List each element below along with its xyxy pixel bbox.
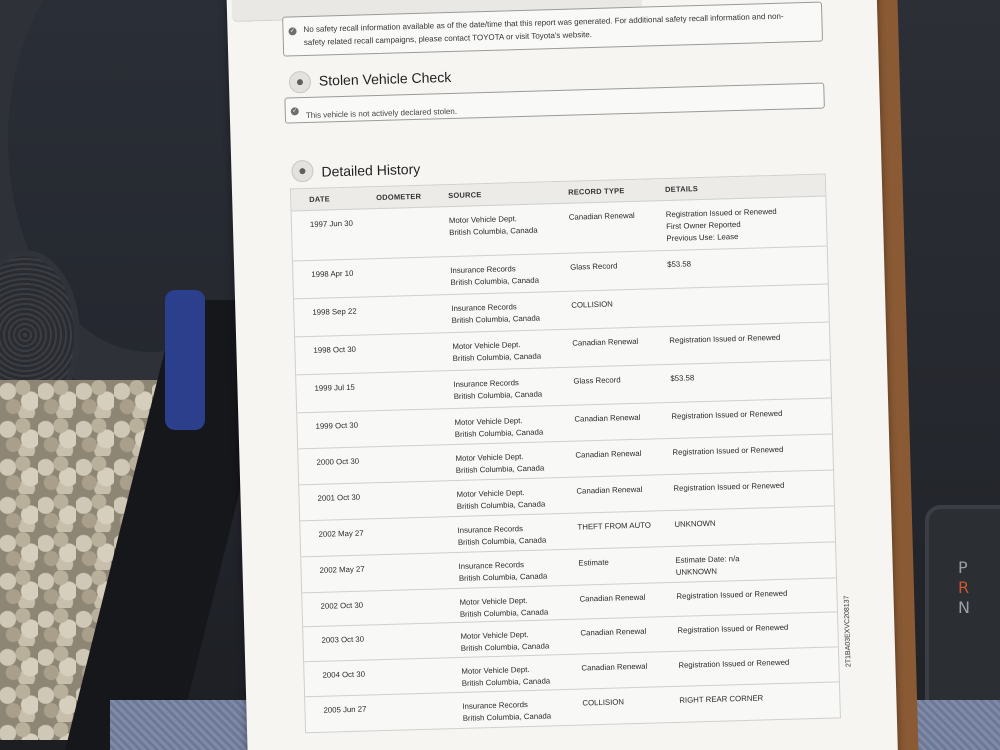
- cell-odometer: [383, 445, 456, 482]
- cell-record-type: COLLISION: [571, 299, 614, 310]
- cell-record-type: Glass Record: [573, 375, 621, 386]
- cell-source: Insurance Records British Columbia, Canada: [450, 264, 540, 288]
- cell-date: 2001 Oct 30: [317, 492, 361, 503]
- cell-odometer: [384, 481, 457, 518]
- history-table-body: [292, 197, 840, 734]
- cell-odometer: [386, 553, 459, 590]
- cell-record-type: Canadian Renewal: [568, 210, 635, 222]
- check-circle-icon: ✓: [292, 108, 298, 115]
- cell-details: [668, 285, 829, 326]
- cell-record-type: COLLISION: [582, 697, 625, 708]
- cell-date: 2003 Oct 30: [321, 634, 365, 645]
- header-record-type: RECORD TYPE: [568, 186, 625, 197]
- cell-date: 2002 Oct 30: [320, 600, 364, 611]
- cell-odometer: [379, 295, 452, 334]
- header-source: SOURCE: [448, 190, 482, 201]
- cell-source: Insurance Records British Columbia, Canada: [462, 700, 552, 723]
- stolen-status-box: [284, 83, 825, 124]
- cell-source: Insurance Records British Columbia, Canada: [453, 378, 543, 402]
- cell-odometer: [390, 693, 463, 730]
- cell-details: $53.58: [670, 373, 695, 383]
- cell-odometer: [377, 207, 450, 258]
- cell-date: 1998 Sep 22: [312, 306, 357, 317]
- gear-p: P: [958, 558, 968, 577]
- cell-date: 1999 Oct 30: [315, 420, 359, 431]
- vin-number: 2T1BA03EXVC208137: [843, 595, 853, 668]
- header-odometer: ODOMETER: [376, 191, 422, 203]
- cell-source: Motor Vehicle Dept. British Columbia, Canada: [456, 488, 546, 511]
- cell-odometer: [381, 371, 454, 410]
- alert-bell-icon: [289, 71, 312, 94]
- gear-indicator: [958, 558, 988, 618]
- cell-record-type: Canadian Renewal: [580, 626, 647, 638]
- history-table: [290, 174, 841, 734]
- header-details: DETAILS: [664, 184, 699, 195]
- cell-odometer: [388, 623, 461, 659]
- cell-details: Registration Issued or Renewed: [677, 622, 789, 635]
- cell-date: 2004 Oct 30: [322, 669, 366, 680]
- cell-source: Motor Vehicle Dept. British Columbia, Canada: [452, 340, 542, 364]
- cell-odometer: [385, 517, 458, 554]
- cell-odometer: [380, 333, 453, 372]
- detailed-history-title: Detailed History: [321, 160, 421, 180]
- cell-date: 2000 Oct 30: [316, 456, 360, 467]
- cell-details: Registration Issued or Renewed: [673, 480, 785, 493]
- history-disc-icon: [291, 160, 314, 183]
- recall-notice-text: No safety recall information available as of the date/time that this report was generated. For additional safety recall information and non- safety related recall campaigns, please contact TOYOTA or visit Toyota's website.: [303, 11, 784, 48]
- cell-record-type: Canadian Renewal: [575, 448, 642, 460]
- cell-details: Registration Issued or Renewed: [678, 657, 790, 670]
- cell-details: RIGHT REAR CORNER: [679, 693, 764, 705]
- cell-date: 2005 Jun 27: [323, 704, 367, 715]
- cell-record-type: THEFT FROM AUTO: [577, 520, 651, 532]
- stolen-check-title: Stolen Vehicle Check: [318, 68, 452, 89]
- gear-n: N: [958, 598, 970, 617]
- cell-details: Registration Issued or Renewed: [671, 408, 783, 421]
- check-circle-icon: ✓: [289, 28, 296, 35]
- cell-details: UNKNOWN: [674, 518, 716, 529]
- stolen-status-text: This vehicle is not actively declared stolen.: [305, 106, 458, 121]
- cell-details: Registration Issued or Renewed: [676, 588, 788, 601]
- cell-source: Motor Vehicle Dept. British Columbia, Canada: [460, 630, 550, 653]
- cell-record-type: Canadian Renewal: [572, 336, 639, 348]
- cell-details: Registration Issued or Renewed: [669, 332, 781, 345]
- cell-source: Motor Vehicle Dept. British Columbia, Canada: [454, 416, 544, 439]
- cell-date: 2002 May 27: [319, 564, 365, 575]
- cell-source: Motor Vehicle Dept. British Columbia, Canada: [461, 664, 551, 688]
- cell-date: 2002 May 27: [318, 528, 364, 539]
- cell-details: Registration Issued or Renewed: [672, 444, 784, 457]
- cell-date: 1999 Jul 15: [314, 382, 355, 393]
- cell-odometer: [382, 409, 455, 446]
- cell-odometer: [378, 257, 451, 296]
- cell-source: Insurance Records British Columbia, Canada: [451, 302, 541, 326]
- cell-record-type: Estimate: [578, 557, 609, 568]
- cell-source: Motor Vehicle Dept. British Columbia, Canada: [448, 214, 538, 238]
- cell-record-type: Canadian Renewal: [579, 592, 646, 604]
- cell-record-type: Canadian Renewal: [574, 412, 641, 424]
- cell-date: 1998 Apr 10: [311, 268, 354, 279]
- cell-record-type: Canadian Renewal: [576, 484, 643, 496]
- cell-record-type: Glass Record: [570, 261, 618, 272]
- cell-date: 1998 Oct 30: [313, 344, 357, 355]
- cell-date: 1997 Jun 30: [309, 218, 353, 229]
- gear-r: R: [958, 578, 970, 597]
- cell-details: Registration Issued or Renewed First Owner Reported Previous Use: Lease: [665, 206, 777, 244]
- cell-source: Motor Vehicle Dept. British Columbia, Canada: [459, 596, 549, 619]
- cell-source: Insurance Records British Columbia, Canada: [457, 524, 547, 547]
- cell-odometer: [387, 589, 460, 624]
- header-date: DATE: [309, 194, 331, 204]
- cell-source: Insurance Records British Columbia, Canada: [458, 560, 548, 583]
- vehicle-history-report-page: [226, 0, 898, 750]
- cell-details: Estimate Date: n/a UNKNOWN: [675, 554, 740, 577]
- cell-record-type: Canadian Renewal: [581, 661, 648, 673]
- cell-details: $53.58: [667, 259, 692, 269]
- car-body-blue-trim: [165, 290, 205, 430]
- cell-source: Motor Vehicle Dept. British Columbia, Canada: [455, 452, 545, 475]
- cell-odometer: [389, 658, 462, 694]
